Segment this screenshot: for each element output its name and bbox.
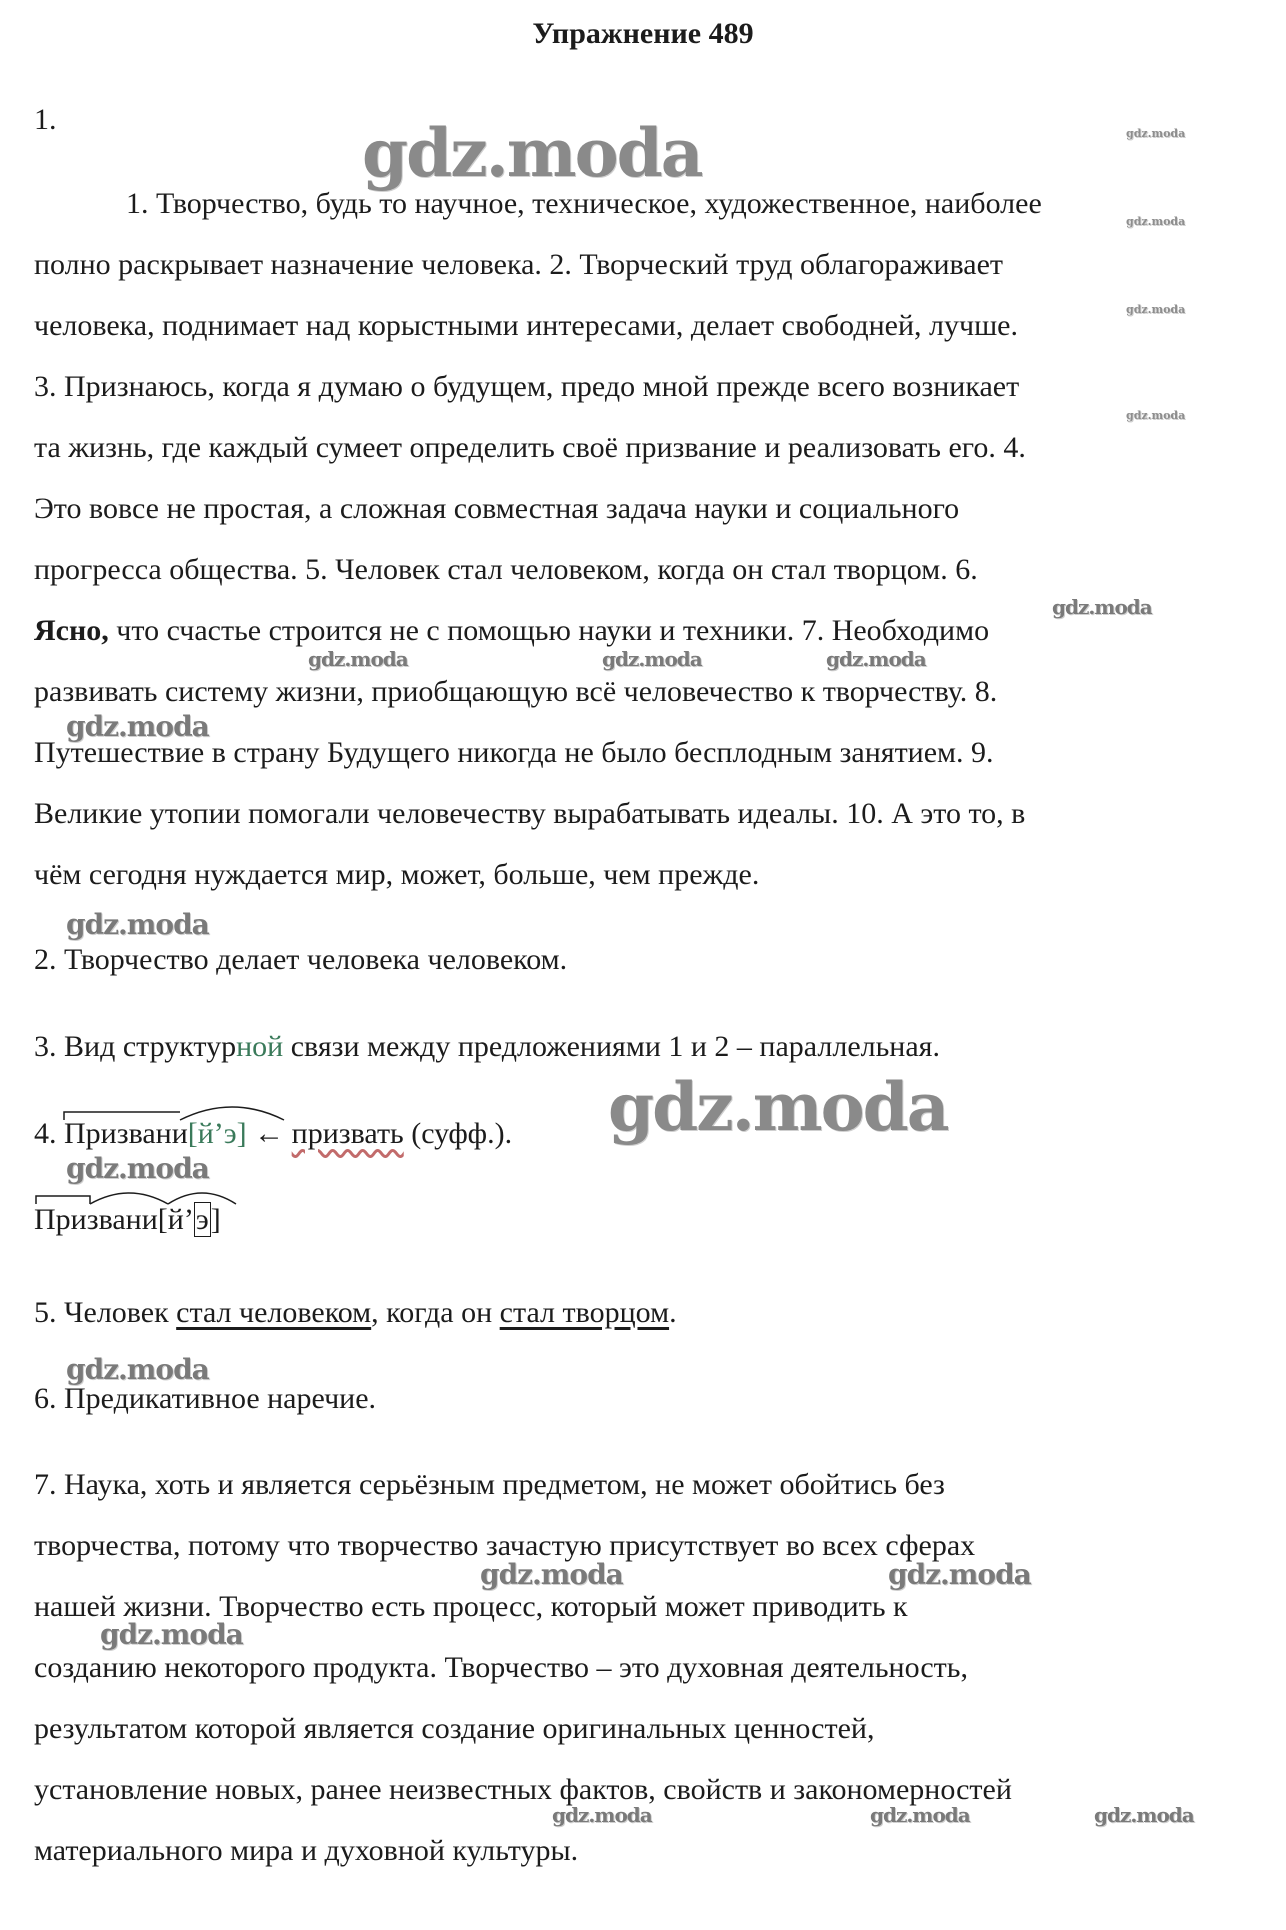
watermark: gdz.moda (308, 647, 408, 671)
watermark: gdz.moda (608, 1068, 948, 1146)
task-4-num: 4. (34, 1117, 64, 1150)
morph-ending: [й’э] (187, 1117, 247, 1150)
watermark: gdz.moda (870, 1803, 970, 1827)
task-7-line-1: 7. Наука, хоть и является серьёзным предметом, не может обойтись без (34, 1468, 945, 1501)
task-5-c: . (669, 1296, 677, 1329)
task-5-b: , когда он (371, 1296, 500, 1329)
text-line-5: та жизнь, где каждый сумеет определить своё призвание и реализовать его. 4. (34, 431, 1026, 464)
task-5-a: 5. Человек (34, 1296, 177, 1329)
watermark: gdz.moda (1126, 215, 1186, 228)
task-3 (34, 1027, 940, 1067)
watermark: gdz.moda (826, 647, 926, 671)
text-line-10: Путешествие в страну Будущего никогда не было бесплодным занятием. 9. (34, 736, 994, 769)
parse-bracket-close: ] (210, 1203, 221, 1236)
derivation-arrow: ← (254, 1117, 285, 1150)
text-line-8 (34, 611, 989, 651)
task-7-line-5: результатом которой является создание оригинальных ценностей, (34, 1712, 875, 1745)
watermark: gdz.moda (362, 114, 702, 192)
watermark: gdz.moda (1052, 595, 1152, 619)
task-7-line-2: творчества, потому что творчество зачастую присутствует во всех сферах (34, 1529, 976, 1562)
watermark: gdz.moda (66, 1152, 209, 1185)
text-line-6: Это вовсе не простая, а сложная совместная задача науки и социального (34, 492, 960, 525)
text-line-3: человека, поднимает над корыстными интересами, делает свободней, лучше. (34, 309, 1018, 342)
page-title: Упражнение 489 (532, 17, 754, 50)
text-line-4: 3. Признаюсь, когда я думаю о будущем, предо мной прежде всего возникает (34, 370, 1020, 403)
watermark: gdz.moda (888, 1558, 1031, 1591)
text-line-8-rest: что счастье строится не с помощью науки и техники. 7. Необходимо (108, 614, 990, 647)
watermark: gdz.moda (1126, 409, 1186, 422)
text-line-9: развивать систему жизни, приобщающую всё человечество к творчеству. 8. (34, 675, 998, 708)
predicate-1: стал человеком (176, 1296, 372, 1329)
text-line-11: Великие утопии помогали человечеству вырабатывать идеалы. 10. А это то, в (34, 797, 1026, 830)
section-marker: 1. (34, 103, 57, 136)
predicate-2: стал творцом (499, 1296, 670, 1329)
source-word: призвать (291, 1117, 404, 1150)
task-4-note: (суфф.). (403, 1117, 513, 1150)
task-7-line-7: материального мира и духовной культуры. (34, 1834, 579, 1867)
task-3-prefix: 3. Вид структур (34, 1030, 237, 1063)
task-7-line-3: нашей жизни. Творчество есть процесс, который может приводить к (34, 1590, 908, 1623)
text-line-1: 1. Творчество, будь то научное, техническое, художественное, наиболее (126, 187, 1042, 220)
text-line-2: полно раскрывает назначение человека. 2. Творческий труд облагораживает (34, 248, 1004, 281)
text-line-7: прогресса общества. 5. Человек стал человеком, когда он стал творцом. 6. (34, 553, 978, 586)
task-7-line-6: установление новых, ранее неизвестных фактов, свойств и закономерностей (34, 1773, 1012, 1806)
task-2: 2. Творчество делает человека человеком. (34, 943, 568, 976)
morph-stem: Призвани (64, 1117, 188, 1150)
watermark: gdz.moda (66, 710, 209, 743)
morpheme-marks-1 (62, 1098, 302, 1128)
watermark: gdz.moda (602, 647, 702, 671)
watermark: gdz.moda (480, 1558, 623, 1591)
parse-suffix: й’ (167, 1203, 194, 1236)
task-6: 6. Предикативное наречие. (34, 1382, 377, 1415)
watermark: gdz.moda (1094, 1803, 1194, 1827)
watermark: gdz.moda (1126, 127, 1186, 140)
watermark: gdz.moda (66, 1353, 209, 1386)
task-5 (34, 1293, 677, 1333)
task-7-line-4: созданию некоторого продукта. Творчество – это духовная деятельность, (34, 1651, 968, 1684)
parse-root: Призвани (34, 1203, 158, 1236)
task-3-highlight: ной (236, 1030, 284, 1063)
parse-ending-box: э (195, 1203, 209, 1236)
watermark: gdz.moda (100, 1618, 243, 1651)
bold-word: Ясно, (34, 614, 109, 647)
text-line-12: чём сегодня нуждается мир, может, больше, чем прежде. (34, 858, 760, 891)
task-3-rest: связи между предложениями 1 и 2 – параллельная. (283, 1030, 940, 1063)
watermark: gdz.moda (1126, 303, 1186, 316)
watermark: gdz.moda (552, 1803, 652, 1827)
watermark: gdz.moda (66, 908, 209, 941)
parse-bracket-open: [ (157, 1203, 168, 1236)
